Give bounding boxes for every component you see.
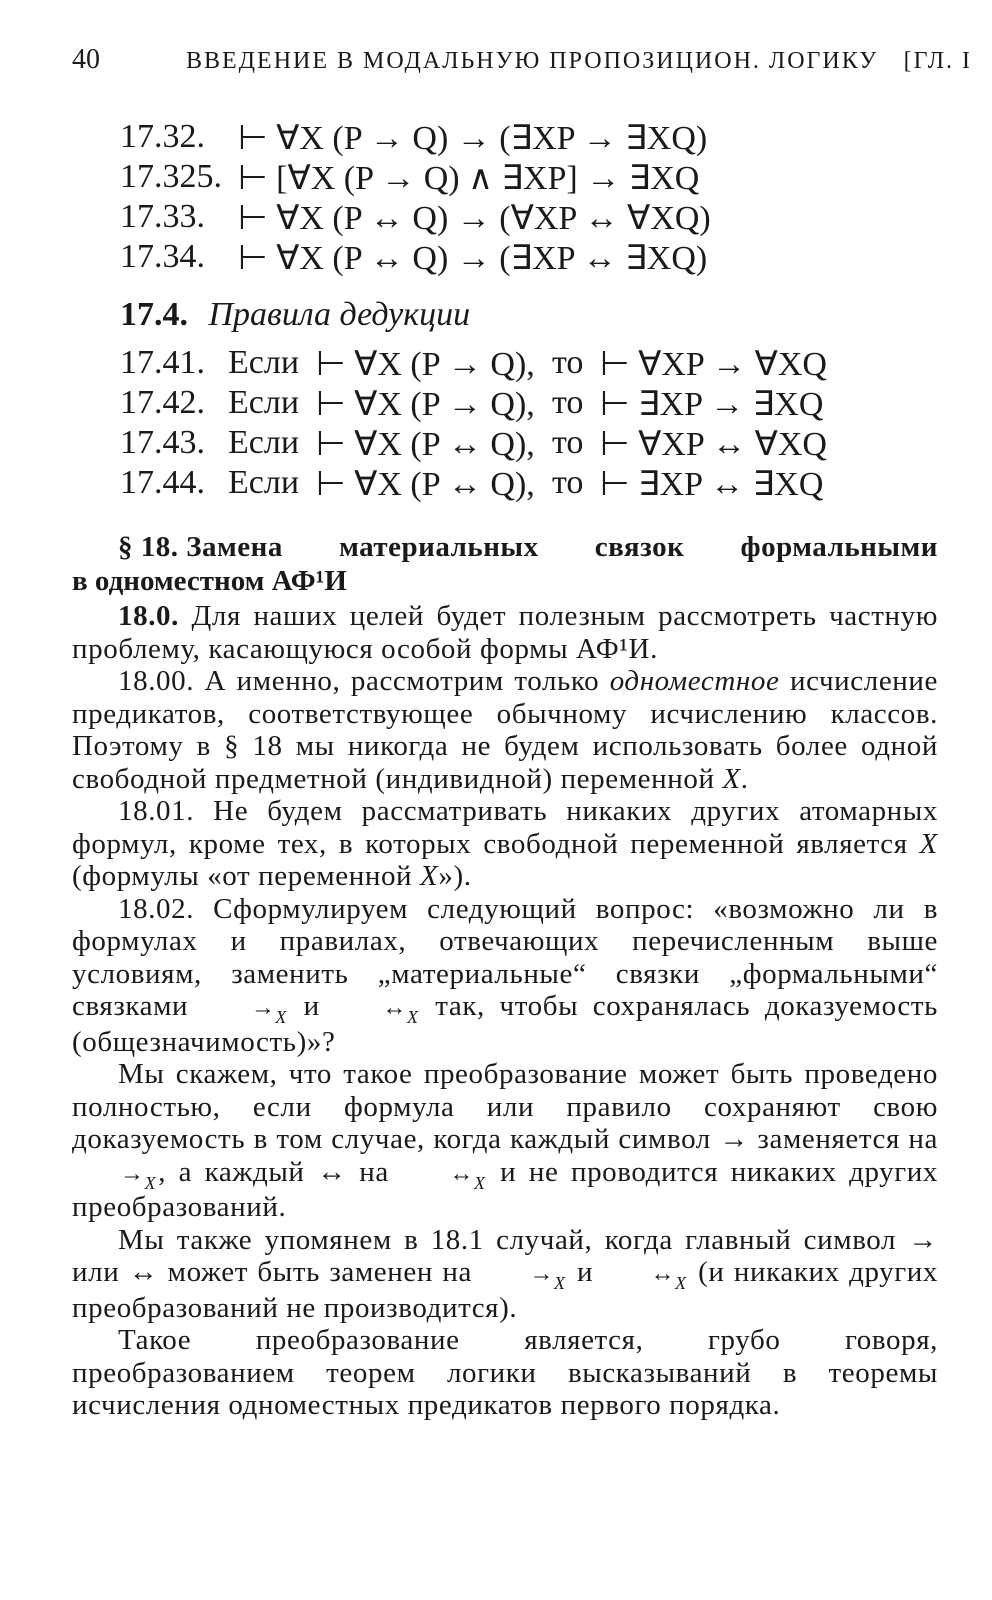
subscript-x: X xyxy=(675,1273,687,1293)
rule-then: то xyxy=(552,344,584,381)
paragraph-18-01 xyxy=(72,795,938,893)
rule-premise: ⊢ ∀X (P → Q), xyxy=(316,386,535,423)
formal-implication-symbol xyxy=(203,992,289,1026)
paragraph-text: так, чтобы сохранялась доказуемость (общезначимость)»? xyxy=(72,990,938,1058)
paragraph-text: , а каждый ↔ на xyxy=(158,1155,402,1188)
paragraph-text: Для наших целей будет полезным рассмотреть частную проблему, касающуюся особой формы АФ¹И. xyxy=(72,600,938,665)
rule-conclusion: ⊢ ∀XP ↔ ∀XQ xyxy=(600,426,827,463)
theorem-formula: ⊢ ∀X (P ↔ Q) → (∃XP ↔ ∃XQ) xyxy=(238,240,708,277)
rule-if: Если xyxy=(228,464,300,501)
paragraph-text: 18.01. Не будем рассматривать никаких других атомарных формул, кроме тех, в которых свободной переменной является xyxy=(72,795,938,860)
rule-premise: ⊢ ∀X (P ↔ Q), xyxy=(316,466,535,503)
rule-then: то xyxy=(552,464,584,501)
rule-then: то xyxy=(552,384,584,421)
formal-equivalence-symbol xyxy=(602,1258,688,1292)
paragraph-18-00 xyxy=(72,665,938,795)
paragraph-text: исчисление предикатов, соответствующее обычному исчислению классов. Поэтому в § 18 мы никогда не будем использовать более одной свободной предметной (индивидной) переменной xyxy=(72,665,938,795)
section-heading-word: материальных xyxy=(339,531,539,563)
variable: X xyxy=(420,860,439,892)
paragraph-18-0 xyxy=(72,600,938,665)
rule-number: 17.42. xyxy=(120,384,205,421)
section-heading-word: связок xyxy=(594,531,685,563)
paragraph-text: и xyxy=(289,990,335,1022)
arrow-glyph: → xyxy=(120,1160,145,1187)
paragraph-text: (и никаких других преобразований не производится). xyxy=(72,1256,938,1324)
rule-premise: ⊢ ∀X (P ↔ Q), xyxy=(316,426,535,463)
formal-implication-symbol xyxy=(481,1258,567,1292)
rule-conclusion: ⊢ ∃XP ↔ ∃XQ xyxy=(600,466,824,503)
chapter-label: [ГЛ. I xyxy=(903,48,972,74)
theorem-number: 17.33. xyxy=(120,198,205,235)
subscript-x: X xyxy=(553,1273,566,1293)
paragraph-text: и не проводится никаких других преобразований. xyxy=(72,1155,938,1223)
rule-conclusion: ⊢ ∀XP → ∀XQ xyxy=(600,346,827,383)
theorem-formula: ⊢ ∀X (P → Q) → (∃XP → ∃XQ) xyxy=(238,120,708,157)
rule-number: 17.43. xyxy=(120,424,205,461)
body-text xyxy=(72,600,938,1422)
formal-equivalence-symbol xyxy=(334,992,420,1026)
italic-term: одноместное xyxy=(609,665,780,697)
theorem-formula: ⊢ ∀X (P ↔ Q) → (∀XP ↔ ∀XQ) xyxy=(238,200,711,237)
subscript-x: X xyxy=(474,1172,486,1193)
paragraph-number: 18.0. xyxy=(118,600,179,632)
paragraph-transformation xyxy=(72,1058,938,1224)
rule-number: 17.44. xyxy=(120,464,205,501)
paragraph-main-symbol xyxy=(72,1224,938,1325)
rules-heading xyxy=(120,296,470,334)
rule-conclusion: ⊢ ∃XP → ∃XQ xyxy=(600,386,824,423)
paragraph-text: 18.02. Сформулируем следующий вопрос: «возможно ли в формулах и правилах, отвечающих перечисленным выше условиям, заменить „материальные“ связки „формальными“ связками xyxy=(72,892,938,1022)
theorem-number: 17.32. xyxy=(120,118,205,155)
paragraph-text: 18.00. А именно, рассмотрим только xyxy=(118,665,610,697)
paragraph-text: Мы также упомянем в 18.1 случай, когда главный символ → или ↔ может быть заменен на xyxy=(72,1223,938,1288)
rules-heading-title: Правила дедукции xyxy=(208,296,471,333)
theorem-number: 17.34. xyxy=(120,238,205,275)
paragraph-text: »). xyxy=(438,860,472,892)
paragraph-text: Мы скажем, что такое преобразование может быть проведено полностью, если формула или правило сохраняют свою доказуемость в том случае, когда каждый символ → заменяется на xyxy=(72,1058,938,1155)
running-title: ВВЕДЕНИЕ В МОДАЛЬНУЮ ПРОПОЗИЦИОН. ЛОГИКУ xyxy=(186,48,879,74)
paragraph-text: . xyxy=(740,762,749,795)
arrow-glyph: ↔ xyxy=(449,1160,474,1187)
rule-then: то xyxy=(552,424,584,461)
section-heading xyxy=(72,530,938,598)
subscript-x: X xyxy=(275,1007,288,1027)
rule-if: Если xyxy=(228,424,300,461)
paragraph-18-02 xyxy=(72,893,938,1059)
subscript-x: X xyxy=(144,1172,157,1193)
arrow-glyph: ↔ xyxy=(650,1261,676,1287)
paragraph-summary: Такое преобразование является, грубо говоря, преобразованием теорем логики высказываний в теоремы исчисления одноместных предикатов первого порядка. xyxy=(72,1324,938,1421)
running-header xyxy=(72,44,972,78)
formal-implication-symbol xyxy=(72,1158,158,1192)
rule-if: Если xyxy=(228,344,300,381)
paragraph-text: и xyxy=(567,1256,603,1288)
rule-number: 17.41. xyxy=(120,344,205,381)
theorem-number: 17.325. xyxy=(120,158,222,195)
rule-if: Если xyxy=(228,384,300,421)
subscript-x: X xyxy=(407,1007,419,1027)
theorem-formula: ⊢ [∀X (P → Q) ∧ ∃XP] → ∃XQ xyxy=(238,160,700,197)
formal-equivalence-symbol xyxy=(401,1158,487,1192)
variable: X xyxy=(722,762,741,795)
paragraph-text: (формулы «от переменной xyxy=(72,860,421,892)
section-heading-line1 xyxy=(72,530,938,564)
rule-premise: ⊢ ∀X (P → Q), xyxy=(316,346,535,383)
arrow-glyph: → xyxy=(250,995,276,1021)
rules-heading-number: 17.4. xyxy=(120,296,188,333)
arrow-glyph: → xyxy=(529,1261,554,1287)
section-heading-word: § 18. Замена xyxy=(118,531,283,563)
page-number: 40 xyxy=(72,44,100,75)
variable: X xyxy=(919,827,938,860)
section-heading-word: формальными xyxy=(740,531,938,563)
arrow-glyph: ↔ xyxy=(382,995,408,1021)
section-heading-line2: в одноместном АФ¹И xyxy=(72,565,347,597)
